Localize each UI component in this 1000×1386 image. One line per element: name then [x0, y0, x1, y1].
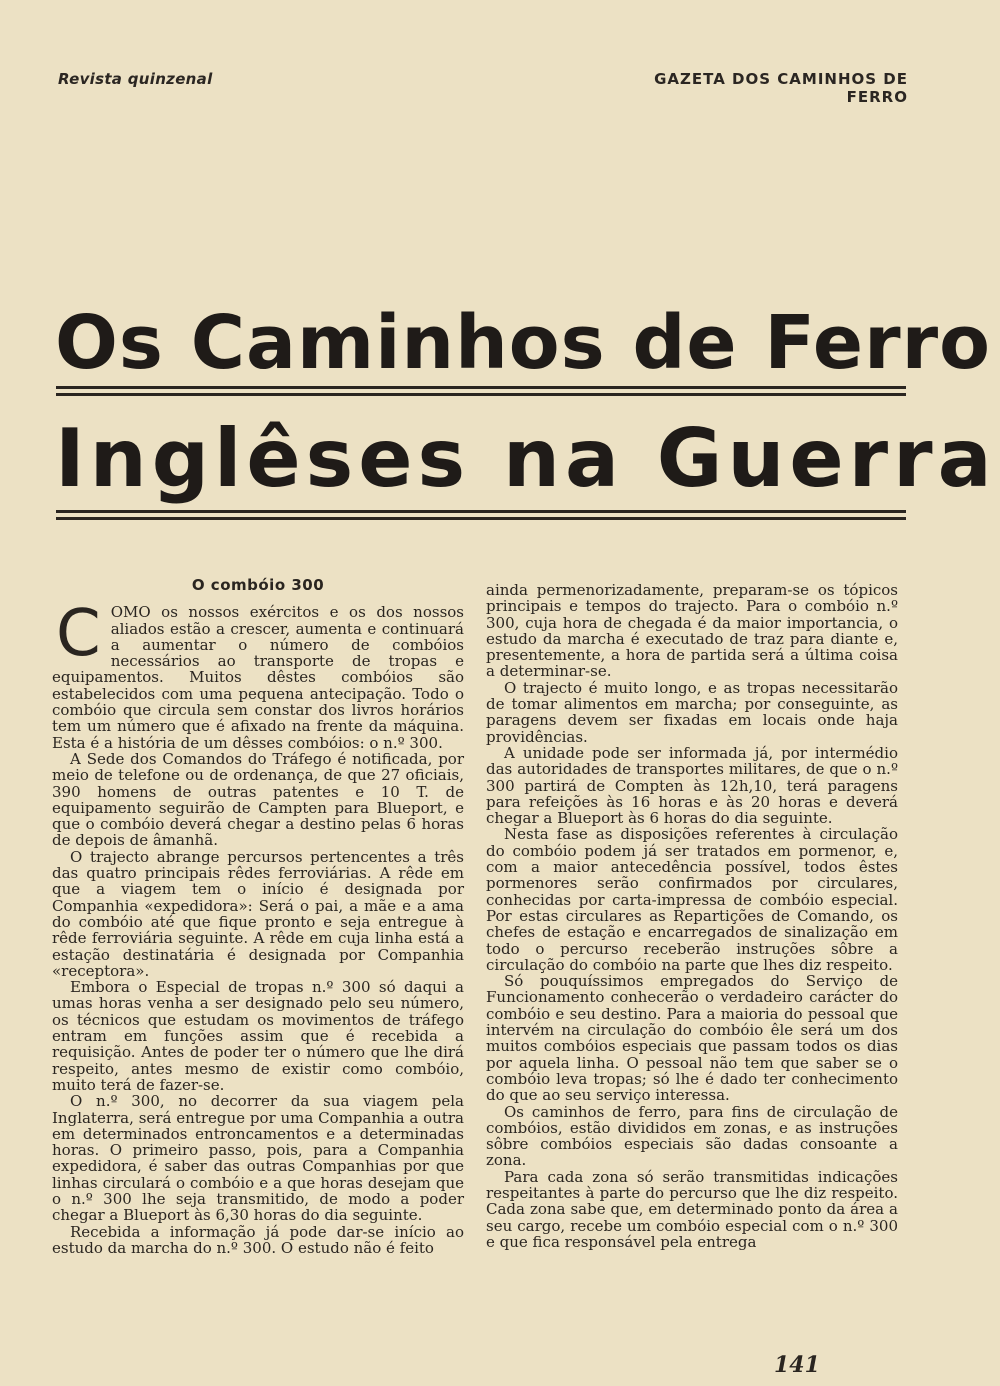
- running-header-left: Revista quinzenal: [58, 70, 213, 88]
- paragraph: A unidade pode ser informada já, por intermédio das autoridades de transportes militares, de que o n.º 300 partirá de Compten às 12h,10, terá paragens para refeições às 16 horas e às 20 horas e deverá chegar a Blueport às 6 horas do dia seguinte.: [486, 743, 898, 828]
- article-title-line-2: Inglêses na Guerra: [55, 412, 997, 505]
- paragraph: COMO os nossos exércitos e os dos nossos aliados estão a crescer, aumenta e continuará a aumentar o número de combóios necessários ao transporte de tropas e equipamentos. Muitos dêstes combóios são estabelecidos com uma pequena antecipação. Todo o combóio que circula sem constar dos livros horários tem um número que é afixado na frente da máquina. Esta é a história de um dêsses combóios: o n.º 300.: [52, 597, 464, 752]
- article-title-line-1: Os Caminhos de Ferro: [55, 300, 991, 386]
- article-subtitle: O combóio 300: [191, 576, 325, 594]
- paragraph: O trajecto abrange percursos pertencentes a três das quatro principais rêdes ferroviárias. A rêde em que a viagem tem o início é designada por Companhia «expedidora»: Será o pai, a mãe e a ama do combóio até que fique pronto e seja entregue à rêde ferroviária seguinte. A rêde em cuja linha está a estação destinatária é designada por Companhia «receptora».: [52, 847, 464, 980]
- paragraph: Para cada zona só serão transmitidas indicações respeitantes à parte do percurso que lhe diz respeito. Cada zona sabe que, em determinado ponto da área a seu cargo, recebe um combóio especial com o n.º 300 e que fica responsável pela entrega: [486, 1167, 898, 1251]
- paragraph: Os caminhos de ferro, para fins de circulação de combóios, estão divididos em zonas, e as instruções sôbre combóios especiais são dadas consoante a zona.: [486, 1102, 898, 1170]
- paragraph: A Sede dos Comandos do Tráfego é notificada, por meio de telefone ou de ordenança, de que 27 oficiais, 390 homens de outras patentes e 10 T. de equipamento seguirão de Campten para Blueport, e que o combóio deverá chegar a destino pelas 6 horas de depois de âmanhã.: [52, 749, 464, 850]
- paragraph: Nesta fase as disposições referentes à circulação do combóio podem já ser tratados em pormenor, e, com a maior antecedência possível, todos êstes pormenores serão confirmados por circulares, conhecidas por carta-impressa de combóio especial. Por estas circulares as Repartições de Comando, os chefes de estação e encarregados de sinalização em todo o percurso receberão instruções sôbre a circulação do combóio na parte que lhes diz respeito.: [486, 825, 898, 974]
- article-column-right: [486, 582, 898, 1250]
- paragraph: Recebida a informação já pode dar-se início ao estudo da marcha do n.º 300. O estudo não é feito: [52, 1222, 464, 1257]
- title-rule-bottom: [56, 510, 906, 522]
- running-header-right: GAZETA DOS CAMINHOS DE FERRO: [654, 70, 908, 106]
- article-column-left: [52, 577, 464, 1256]
- paragraph: Só pouquíssimos empregados do Serviço de Funcionamento conhecerão o verdadeiro carácter do combóio e seu destino. Para a maioria do pessoal que intervém na circulação do combóio êle será um dos muitos combóios especiais que passam todos os dias por aquela linha. O pessoal não tem que saber se o combóio leva tropas; só lhe é dado ter conhecimento do que ao seu serviço interessa.: [486, 972, 898, 1105]
- drop-cap: C: [56, 597, 101, 672]
- paragraph: ainda permenorizadamente, preparam-se os tópicos principais e tempos do trajecto. Para o combóio n.º 300, cuja hora de chegada é da maior importancia, o estudo da marcha é executado de traz para diante e, presentemente, a hora de partida será a última coisa a determinar-se.: [486, 581, 898, 681]
- paragraph: Embora o Especial de tropas n.º 300 só daqui a umas horas venha a ser designado pelo seu número, os técnicos que estudam os movimentos de tráfego entram em funções assim que é recebida a requisição. Antes de poder ter o número que lhe dirá respeito, antes mesmo de existir como combóio, muito terá de fazer-se.: [52, 978, 464, 1094]
- title-rule-top: [56, 386, 906, 398]
- page-number: 141: [774, 1352, 820, 1378]
- paragraph: O n.º 300, no decorrer da sua viagem pela Inglaterra, será entregue por uma Companhia a outra em determinados entroncamentos e a determinadas horas. O primeiro passo, pois, para a Companhia expedidora, é saber das outras Companhias por que linhas circulará o combóio e a que horas desejam que o n.º 300 lhe seja transmitido, de modo a poder chegar a Blueport às 6,30 horas do dia seguinte.: [52, 1092, 464, 1225]
- paragraph: O trajecto é muito longo, e as tropas necessitarão de tomar alimentos em marcha; por conseguinte, as paragens devem ser fixadas em locais onde haja providências.: [486, 678, 898, 746]
